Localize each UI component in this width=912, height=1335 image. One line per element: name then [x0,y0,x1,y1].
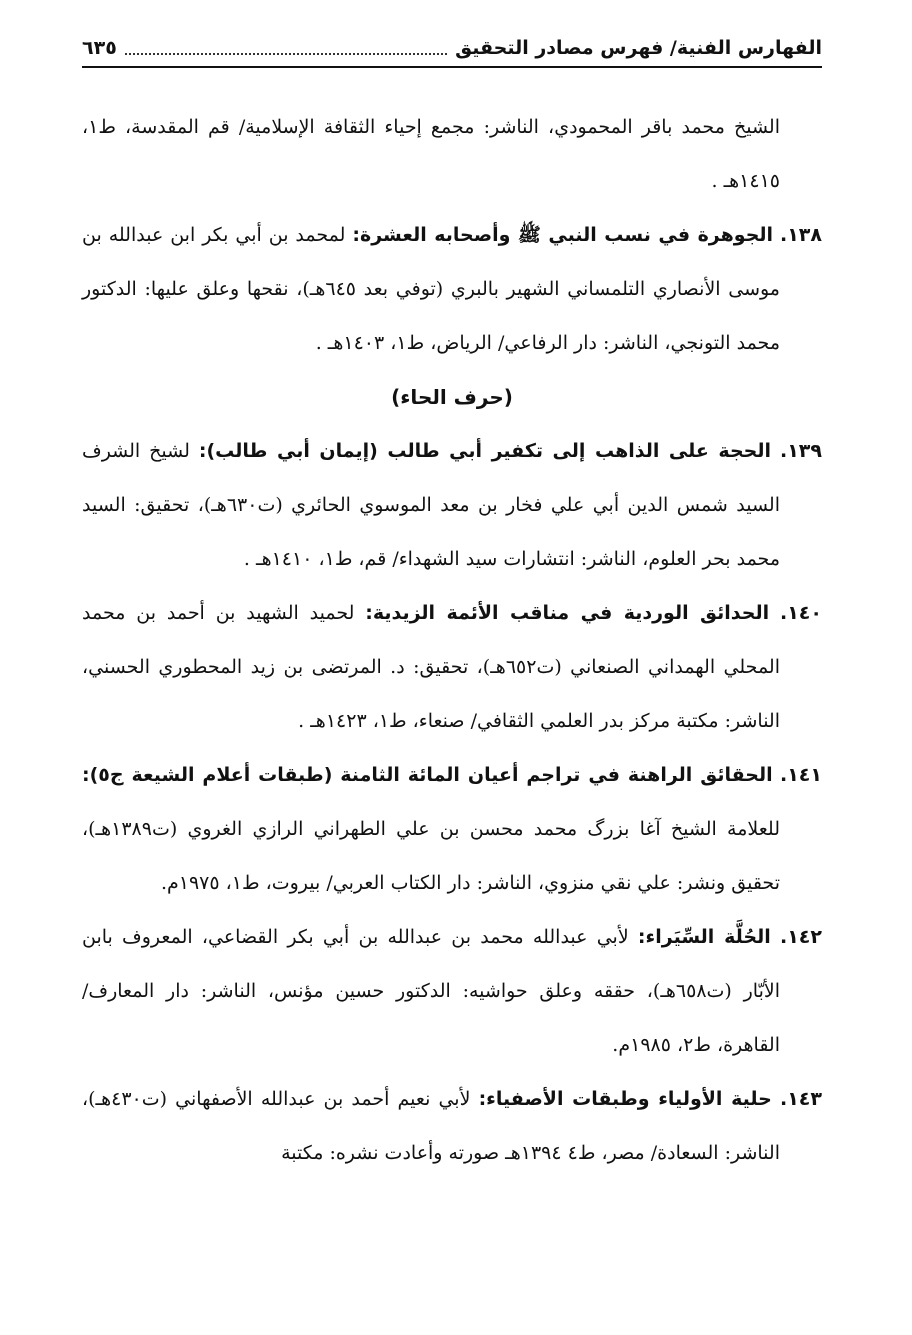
entry-body: لمحمد بن أبي بكر ابن عبدالله بن موسى الأنصاري التلمساني الشهير بالبري (توفي بعد ٦٤٥هـ)، نقحها وعلق عليها: الدكتور محمد التونجي، الناشر: دار الرفاعي/ الرياض، ط١، ١٤٠٣هـ . [82,224,780,354]
running-header [82,30,822,68]
header-title: الفهارس الفنية/ فهرس مصادر التحقيق [455,37,822,59]
entry-body: لشيخ الشرف السيد شمس الدين أبي علي فخار بن معد الموسوي الحائري (ت٦٣٠هـ)، تحقيق: السيد محمد بحر العلوم، الناشر: انتشارات سيد الشهداء/ قم، ط١، ١٤١٠هـ . [82,440,780,570]
bibliography-entry-138 [82,208,822,370]
header-dot-leader [125,53,447,55]
entry-title: الحدائق الوردية في مناقب الأئمة الزيدية: [365,602,770,624]
entry-number: ١٤١. [779,764,822,786]
entry-number: ١٤٠. [779,602,822,624]
bibliography-entry-143 [82,1072,822,1180]
entry-body: لأبي نعيم أحمد بن عبدالله الأصفهاني (ت٤٣٠هـ)، الناشر: السعادة/ مصر، ط٤ ١٣٩٤هـ صورته وأعادت نشره: مكتبة [82,1088,780,1164]
entry-title: الحقائق الراهنة في تراجم أعيان المائة الثامنة (طبقات أعلام الشيعة ج٥): [82,764,773,786]
entry-number: ١٤٢. [779,926,822,948]
entry-title: الحُلَّة السِّيَراء: [637,926,771,948]
entry-title: الجوهرة في نسب النبي ﷺ وأصحابه العشرة: [352,224,774,246]
bibliography-entry-140 [82,586,822,748]
main-content [82,100,822,1180]
bibliography-entry-142 [82,910,822,1072]
section-heading: (حرف الحاء) [391,385,513,409]
continued-entry-text: الشيخ محمد باقر المحمودي، الناشر: مجمع إحياء الثقافة الإسلامية/ قم المقدسة، ط١، ١٤١٥هـ . [82,116,780,192]
entry-title: الحجة على الذاهب إلى تكفير أبي طالب (إيمان أبي طالب): [198,440,771,462]
entry-number: ١٣٩. [779,440,822,462]
entry-number: ١٣٨. [779,224,822,246]
entry-body: لأبي عبدالله محمد بن عبدالله بن أبي بكر القضاعي، المعروف بابن الأبّار (ت٦٥٨هـ)، حققه وعلق حواشيه: الدكتور حسين مؤنس، الناشر: دار المعارف/ القاهرة، ط٢، ١٩٨٥م. [82,926,780,1056]
bibliography-entry-139 [82,424,822,586]
bibliography-entry-141 [82,748,822,910]
entry-number: ١٤٣. [779,1088,822,1110]
entry-title: حلية الأولياء وطبقات الأصفياء: [478,1088,772,1110]
entry-body: للعلامة الشيخ آغا بزرگ محمد محسن بن علي الطهراني الرازي الغروي (ت١٣٨٩هـ)، تحقيق ونشر: علي نقي منزوي، الناشر: دار الكتاب العربي/ بيروت، ط١، ١٩٧٥م. [82,818,780,894]
page-number: ٦٣٥ [82,37,117,59]
entry-body: لحميد الشهيد بن أحمد بن محمد المحلي الهمداني الصنعاني (ت٦٥٢هـ)، تحقيق: د. المرتضى بن زيد المحطوري الحسني، الناشر: مكتبة مركز بدر العلمي الثقافي/ صنعاء، ط١، ١٤٢٣هـ . [82,602,780,732]
